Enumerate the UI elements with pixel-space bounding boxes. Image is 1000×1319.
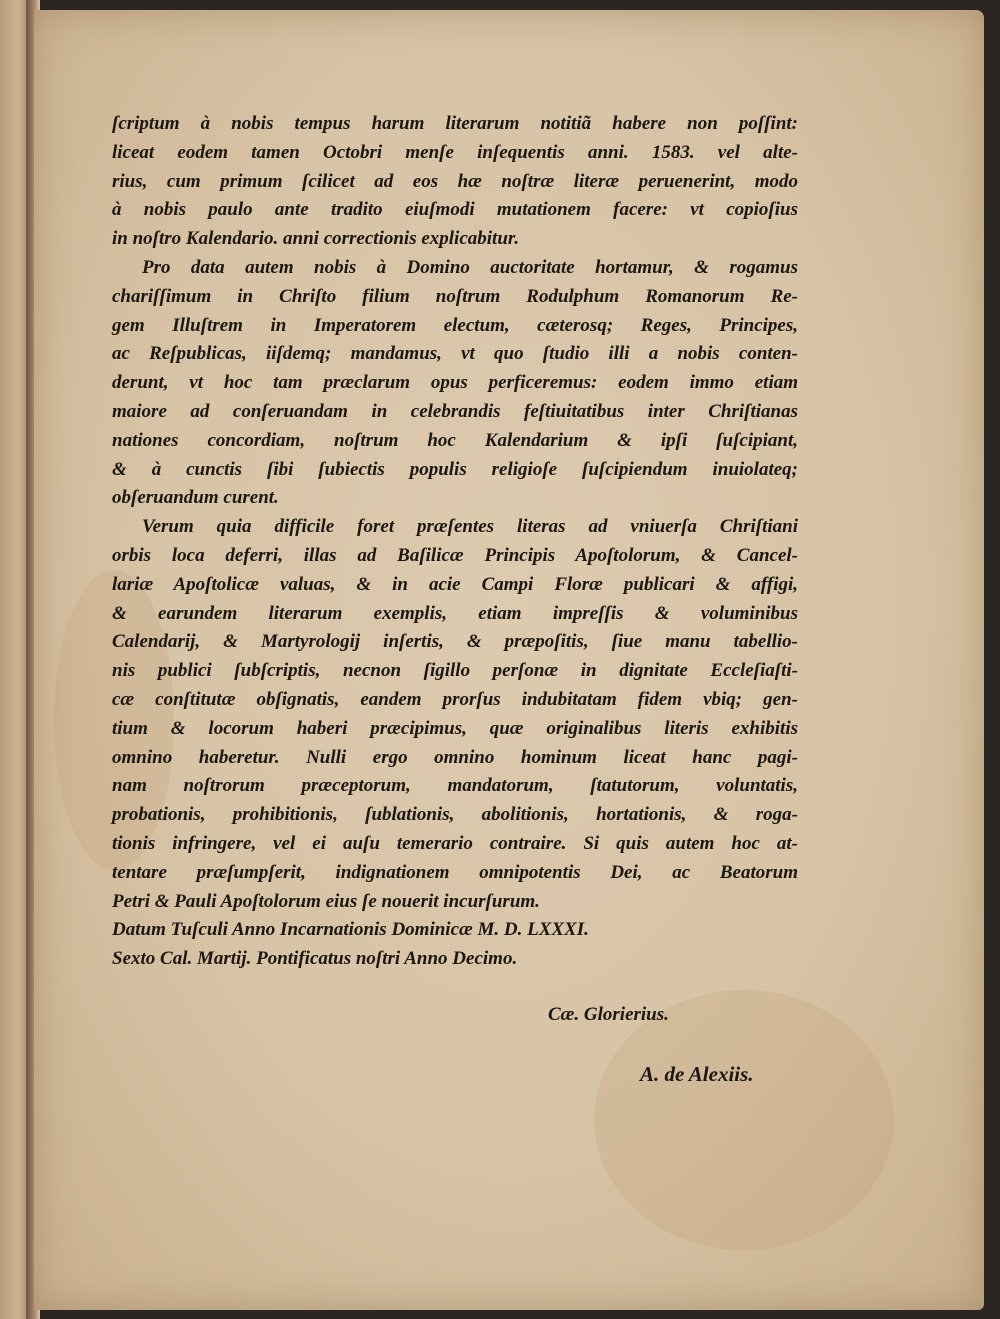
text-line: tentare præſumpſerit, indignationem omnipotentis Dei, ac Beatorum bbox=[112, 861, 798, 883]
text-line: lariæ Apoſtolicæ valuas, & in acie Campi Floræ publicari & affigi, bbox=[112, 573, 798, 595]
text-line: chariſſimum in Chriſto filium noſtrum Rodulphum Romanorum Re- bbox=[112, 285, 798, 307]
text-line: maiore ad conſeruandam in celebrandis feſtiuitatibus inter Chriſtianas bbox=[112, 400, 798, 422]
text-line: omnino haberetur. Nulli ergo omnino hominum liceat hanc pagi- bbox=[112, 746, 798, 768]
text-line: Sexto Cal. Martij. Pontificatus noſtri Anno Decimo. bbox=[112, 948, 518, 970]
signature-alexiis: A. de Alexiis. bbox=[640, 1062, 754, 1086]
text-line: nis publici ſubſcriptis, necnon ſigillo perſonæ in dignitate Eccleſiaſti- bbox=[112, 660, 798, 682]
text-line: liceat eodem tamen Octobri menſe inſequentis anni. 1583. vel alte- bbox=[112, 141, 798, 163]
text-line: derunt, vt hoc tam præclarum opus perficeremus: eodem immo etiam bbox=[112, 372, 798, 394]
text-line: probationis, prohibitionis, ſublationis, abolitionis, hortationis, & roga- bbox=[112, 804, 798, 826]
text-line: à nobis paulo ante tradito eiuſmodi mutationem facere: vt copioſius bbox=[112, 199, 798, 221]
text-line: rius, cum primum ſcilicet ad eos hæ noſtræ literæ peruenerint, modo bbox=[112, 170, 798, 192]
text-line: orbis loca deferri, illas ad Baſilicæ Principis Apoſtolorum, & Cancel- bbox=[112, 544, 798, 566]
text-line: obſeruandum curent. bbox=[112, 487, 279, 509]
text-line: & earundem literarum exemplis, etiam impreſſis & voluminibus bbox=[112, 602, 798, 624]
text-line: Verum quia difficile foret præſentes literas ad vniuerſa Chriſtiani bbox=[142, 516, 798, 538]
text-line: cæ conſtitutæ obſignatis, eandem prorſus indubitatam fidem vbiq; gen- bbox=[112, 688, 798, 710]
text-line: Pro data autem nobis à Domino auctoritate hortamur, & rogamus bbox=[142, 256, 798, 278]
text-line: tionis infringere, vel ei auſu temerario contraire. Si quis autem hoc at- bbox=[112, 832, 798, 854]
text-line: Datum Tuſculi Anno Incarnationis Dominicæ M. D. LXXXI. bbox=[112, 919, 589, 941]
text-line: Petri & Pauli Apoſtolorum eius ſe nouerit incurſurum. bbox=[112, 890, 540, 912]
signature-glorierius: Cæ. Glorierius. bbox=[548, 1004, 669, 1025]
text-line: ac Reſpublicas, iiſdemq; mandamus, vt quo ſtudio illi a nobis conten- bbox=[112, 343, 798, 365]
text-line: nam noſtrorum præceptorum, mandatorum, ſtatutorum, voluntatis, bbox=[112, 775, 798, 797]
text-line: tium & locorum haberi præcipimus, quæ originalibus literis exhibitis bbox=[112, 717, 798, 739]
text-line: gem Illuſtrem in Imperatorem electum, cæterosq; Reges, Principes, bbox=[112, 314, 798, 336]
text-line: Calendarij, & Martyrologij inſertis, & præpoſitis, ſiue manu tabellio- bbox=[112, 631, 798, 653]
text-line: & à cunctis ſibi ſubiectis populis religioſe ſuſcipiendum inuiolateq; bbox=[112, 458, 798, 480]
age-stain bbox=[594, 990, 894, 1250]
text-line: nationes concordiam, noſtrum hoc Kalendarium & ipſi ſuſcipiant, bbox=[112, 429, 798, 451]
text-line: ſcriptum à nobis tempus harum literarum notitiã habere non poſſint: bbox=[112, 113, 798, 134]
body-text bbox=[112, 110, 798, 974]
text-line: in noſtro Kalendario. anni correctionis explicabitur. bbox=[112, 228, 519, 250]
